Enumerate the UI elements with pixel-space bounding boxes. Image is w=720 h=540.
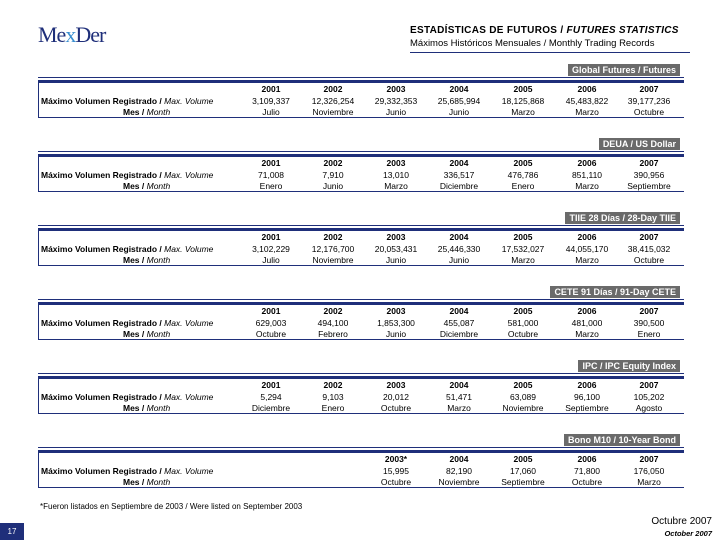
month-cell: Diciembre <box>439 181 479 191</box>
month-cell: Octubre <box>633 107 665 117</box>
month-cell: Marzo <box>575 107 599 117</box>
value-cell: 476,786 <box>507 170 539 180</box>
year-cell: 2007 <box>639 380 659 390</box>
year-cell: 2006 <box>577 232 597 242</box>
section-rule <box>38 299 684 300</box>
value-cell: 3,102,229 <box>252 244 290 254</box>
stats-section <box>38 64 684 116</box>
section-title: Bono M10 / 10-Year Bond <box>564 434 680 446</box>
year-cell: 2004 <box>449 232 469 242</box>
year-cell: 2005 <box>513 158 533 168</box>
month-cell: Octubre <box>255 329 287 339</box>
section-title: TIIE 28 Días / 28-Day TIIE <box>565 212 680 224</box>
section-rule <box>38 77 684 78</box>
value-cell: 12,176,700 <box>311 244 355 254</box>
page-title: ESTADÍSTICAS DE FUTUROS / FUTURES STATISTICS <box>410 25 679 36</box>
year-cell: 2005 <box>513 306 533 316</box>
value-cell: 15,995 <box>383 466 409 476</box>
month-cell: Junio <box>385 255 407 265</box>
value-cell: 390,956 <box>633 170 665 180</box>
value-cell: 63,089 <box>510 392 536 402</box>
value-cell: 629,003 <box>255 318 287 328</box>
stats-section <box>38 434 684 486</box>
year-cell: 2001 <box>261 84 281 94</box>
year-cell: 2003 <box>386 380 406 390</box>
month-cell: Octubre <box>507 329 539 339</box>
year-cell: 2004 <box>449 84 469 94</box>
value-cell: 51,471 <box>446 392 472 402</box>
mexder-logo: MexDer <box>38 22 106 47</box>
year-cell: 2002 <box>323 84 343 94</box>
row-label-month: Mes / Month <box>123 477 171 487</box>
month-cell: Enero <box>511 181 535 191</box>
section-table <box>38 80 684 118</box>
month-cell: Enero <box>259 181 283 191</box>
year-cell: 2001 <box>261 306 281 316</box>
month-cell: Septiembre <box>565 403 609 413</box>
row-label-volume: Máximo Volumen Registrado / Max. Volume <box>41 318 214 328</box>
section-title: CETE 91 Días / 91-Day CETE <box>550 286 680 298</box>
value-cell: 38,415,032 <box>627 244 671 254</box>
value-cell: 5,294 <box>260 392 282 402</box>
year-cell: 2001 <box>261 158 281 168</box>
value-cell: 1,853,300 <box>377 318 415 328</box>
month-cell: Septiembre <box>501 477 545 487</box>
year-cell: 2004 <box>449 306 469 316</box>
value-cell: 39,177,236 <box>627 96 671 106</box>
month-cell: Marzo <box>575 181 599 191</box>
year-cell: 2006 <box>577 454 597 464</box>
section-table <box>38 376 684 414</box>
section-title: DEUA / US Dollar <box>599 138 680 150</box>
section-table <box>38 450 684 488</box>
month-cell: Noviembre <box>312 255 354 265</box>
year-cell: 2002 <box>323 380 343 390</box>
year-cell: 2006 <box>577 158 597 168</box>
section-table <box>38 302 684 340</box>
month-cell: Diciembre <box>251 403 291 413</box>
year-cell: 2006 <box>577 306 597 316</box>
year-cell: 2003 <box>386 306 406 316</box>
year-cell: 2007 <box>639 306 659 316</box>
value-cell: 71,800 <box>574 466 600 476</box>
value-cell: 18,125,868 <box>501 96 545 106</box>
header-divider <box>410 52 690 53</box>
section-table <box>38 154 684 192</box>
month-cell: Noviembre <box>438 477 480 487</box>
month-cell: Enero <box>321 403 345 413</box>
year-cell: 2004 <box>449 380 469 390</box>
month-cell: Octubre <box>633 255 665 265</box>
month-cell: Marzo <box>384 181 408 191</box>
year-cell: 2003 <box>386 84 406 94</box>
year-cell: 2007 <box>639 232 659 242</box>
value-cell: 12,326,254 <box>311 96 355 106</box>
row-label-month: Mes / Month <box>123 255 171 265</box>
value-cell: 96,100 <box>574 392 600 402</box>
page-subtitle: Máximos Históricos Mensuales / Monthly Trading Records <box>410 38 655 49</box>
section-rule <box>38 447 684 448</box>
stats-section <box>38 360 684 412</box>
date-spanish: Octubre 2007 <box>651 516 712 527</box>
year-cell: 2004 <box>449 158 469 168</box>
month-cell: Octubre <box>380 477 412 487</box>
value-cell: 44,055,170 <box>565 244 609 254</box>
value-cell: 20,012 <box>383 392 409 402</box>
value-cell: 29,332,353 <box>374 96 418 106</box>
stats-section <box>38 212 684 264</box>
row-label-month: Mes / Month <box>123 403 171 413</box>
value-cell: 13,010 <box>383 170 409 180</box>
year-cell: 2004 <box>449 454 469 464</box>
value-cell: 494,100 <box>317 318 349 328</box>
month-cell: Agosto <box>635 403 663 413</box>
year-cell: 2003* <box>384 454 408 464</box>
month-cell: Marzo <box>447 403 471 413</box>
month-cell: Febrero <box>318 329 348 339</box>
month-cell: Marzo <box>511 255 535 265</box>
date-english: October 2007 <box>664 529 712 538</box>
month-cell: Julio <box>262 255 280 265</box>
month-cell: Junio <box>322 181 344 191</box>
month-cell: Marzo <box>511 107 535 117</box>
value-cell: 45,483,822 <box>565 96 609 106</box>
value-cell: 455,087 <box>443 318 475 328</box>
year-cell: 2005 <box>513 84 533 94</box>
footnote: *Fueron listados en Septiembre de 2003 / Were listed on September 2003 <box>40 502 303 511</box>
value-cell: 71,008 <box>258 170 284 180</box>
year-cell: 2002 <box>323 306 343 316</box>
value-cell: 25,685,994 <box>437 96 481 106</box>
year-cell: 2001 <box>261 232 281 242</box>
month-cell: Junio <box>385 329 407 339</box>
month-cell: Marzo <box>637 477 661 487</box>
month-cell: Noviembre <box>502 403 544 413</box>
month-cell: Marzo <box>575 329 599 339</box>
month-cell: Junio <box>448 255 470 265</box>
row-label-volume: Máximo Volumen Registrado / Max. Volume <box>41 96 214 106</box>
value-cell: 25,446,330 <box>437 244 481 254</box>
value-cell: 390,500 <box>633 318 665 328</box>
month-cell: Octubre <box>571 477 603 487</box>
value-cell: 105,202 <box>633 392 665 402</box>
value-cell: 481,000 <box>571 318 603 328</box>
year-cell: 2006 <box>577 380 597 390</box>
value-cell: 581,000 <box>507 318 539 328</box>
year-cell: 2007 <box>639 84 659 94</box>
value-cell: 17,060 <box>510 466 536 476</box>
month-cell: Julio <box>262 107 280 117</box>
month-cell: Marzo <box>575 255 599 265</box>
section-title: Global Futures / Futures <box>568 64 680 76</box>
value-cell: 851,110 <box>571 170 603 180</box>
month-cell: Octubre <box>380 403 412 413</box>
year-cell: 2006 <box>577 84 597 94</box>
value-cell: 17,532,027 <box>501 244 545 254</box>
row-label-volume: Máximo Volumen Registrado / Max. Volume <box>41 244 214 254</box>
row-label-volume: Máximo Volumen Registrado / Max. Volume <box>41 392 214 402</box>
section-table <box>38 228 684 266</box>
month-cell: Junio <box>448 107 470 117</box>
row-label-volume: Máximo Volumen Registrado / Max. Volume <box>41 170 214 180</box>
year-cell: 2007 <box>639 454 659 464</box>
stats-section <box>38 286 684 338</box>
stats-section <box>38 138 684 190</box>
year-cell: 2005 <box>513 232 533 242</box>
value-cell: 3,109,337 <box>252 96 290 106</box>
value-cell: 176,050 <box>633 466 665 476</box>
value-cell: 20,053,431 <box>374 244 418 254</box>
page-number: 17 <box>0 523 24 540</box>
section-title: IPC / IPC Equity Index <box>578 360 680 372</box>
year-cell: 2007 <box>639 158 659 168</box>
year-cell: 2002 <box>323 232 343 242</box>
row-label-month: Mes / Month <box>123 107 171 117</box>
year-cell: 2005 <box>513 454 533 464</box>
year-cell: 2003 <box>386 158 406 168</box>
month-cell: Junio <box>385 107 407 117</box>
month-cell: Septiembre <box>627 181 671 191</box>
row-label-month: Mes / Month <box>123 329 171 339</box>
month-cell: Enero <box>637 329 661 339</box>
year-cell: 2001 <box>261 380 281 390</box>
value-cell: 9,103 <box>322 392 344 402</box>
value-cell: 7,910 <box>322 170 344 180</box>
year-cell: 2002 <box>323 158 343 168</box>
month-cell: Diciembre <box>439 329 479 339</box>
year-cell: 2005 <box>513 380 533 390</box>
section-rule <box>38 151 684 152</box>
row-label-volume: Máximo Volumen Registrado / Max. Volume <box>41 466 214 476</box>
value-cell: 82,190 <box>446 466 472 476</box>
section-rule <box>38 373 684 374</box>
year-cell: 2003 <box>386 232 406 242</box>
section-rule <box>38 225 684 226</box>
row-label-month: Mes / Month <box>123 181 171 191</box>
month-cell: Noviembre <box>312 107 354 117</box>
value-cell: 336,517 <box>443 170 475 180</box>
